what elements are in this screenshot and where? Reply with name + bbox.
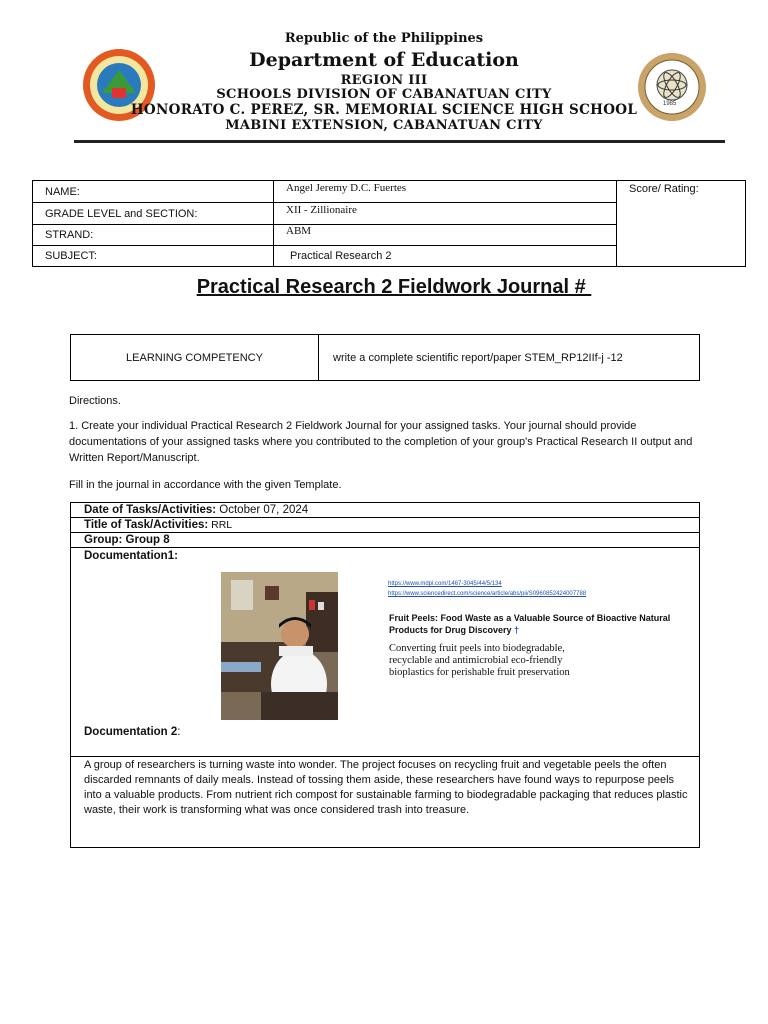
documentation-2-colon: : [177,726,181,738]
grade-label: GRADE LEVEL and SECTION: [33,203,274,225]
grade-value: XII - Zillionaire [274,203,617,225]
score-rating-cell: Score/ Rating: [617,181,746,267]
documentation-section [71,548,699,757]
subject-label: SUBJECT: [33,246,274,267]
article-dagger: † [514,625,520,635]
directions-item-1: 1. Create your individual Practical Research 2 Fieldwork Journal for your assigned tasks. Your journal should provide documentations of your assigned tasks where you contributed to the completion of your group's Practical Research II output and Written Report/Manuscript. [69,420,693,464]
subject-value: Practical Research 2 [274,246,617,267]
date-row [71,503,699,518]
title-row [71,518,699,533]
documentation-1-label: Documentation1: [84,550,178,562]
competency-table [70,334,700,381]
date-label: Date of Tasks/Activities: [84,504,217,516]
strand-value: ABM [274,225,617,246]
competency-value: write a complete scientific report/paper STEM_RP12IIf-j -12 [319,335,700,381]
documentation-2-text: Documentation 2 [84,726,178,738]
student-info-table [32,180,746,267]
reference-link-2[interactable]: https://www.sciencedirect.com/science/article/abs/pii/S0960852424007788 [388,591,587,597]
name-value: Angel Jeremy D.C. Fuertes [274,181,617,203]
journal-paragraph: A group of researchers is turning waste into wonder. The project focuses on recycling fruit and vegetable peels the often discarded remnants of daily meals. Instead of tossing them aside, these researchers have found ways to repurpose peels into a valuable products. From nutrient rich compost for sustainable farming to biodegradable packaging that reduces plastic waste, their work is transforming what was once considered trash into treasure. [84,759,688,816]
journal-template [70,502,700,848]
page-title: Practical Research 2 Fieldwork Journal # [196,276,592,298]
task-title-value: RRL [208,519,233,531]
article-subtitle: Converting fruit peels into biodegradable, recyclable and antimicrobial eco-friendly bioplastics for perishable fruit preservation [389,643,570,678]
task-title-label: Title of Task/Activities: [84,519,209,531]
header-divider [74,140,725,143]
group-row: Group: Group 8 [71,533,699,548]
region-line: REGION III [340,73,428,88]
school-line: HONORATO C. PEREZ, SR. MEMORIAL SCIENCE HIGH SCHOOL [130,102,638,118]
article-title [389,612,679,636]
directions-fill: Fill in the journal in accordance with the given Template. [69,479,342,491]
strand-label: STRAND: [33,225,274,246]
date-value: October 07, 2024 [216,504,309,516]
competency-label: LEARNING COMPETENCY [71,335,319,381]
seal-year: 1985 [663,101,677,107]
name-label: NAME: [33,181,274,203]
documentation-2-label [84,726,181,738]
address-line: MABINI EXTENSION, CABANATUAN CITY [225,118,543,133]
reference-link-1[interactable]: https://www.mdpi.com/1467-3045/44/5/134 [388,581,502,587]
republic-line: Republic of the Philippines [284,31,484,46]
department-line: Department of Education [249,49,519,71]
documentation-photo [221,572,338,720]
division-line: SCHOOLS DIVISION OF CABANATUAN CITY [216,87,552,102]
article-title-text: Fruit Peels: Food Waste as a Valuable Source of Bioactive Natural Products for Drug Discovery [389,613,671,635]
directions-heading: Directions. [69,395,121,407]
